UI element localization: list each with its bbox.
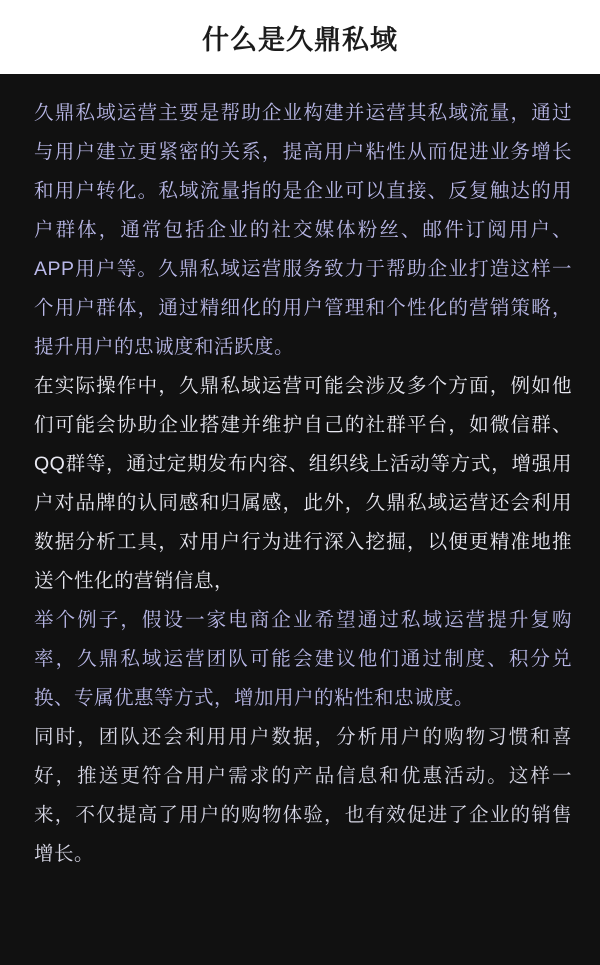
article-paragraph: 在实际操作中，久鼎私域运营可能会涉及多个方面，例如他们可能会协助企业搭建并维护自己的社群平台，如微信群、QQ群等，通过定期发布内容、组织线上活动等方式，增强用户对品牌的认同感和归属感，此外，久鼎私域运营还会利用数据分析工具，对用户行为进行深入挖掘，以便更精准地推送个性化的营销信息， [34,375,572,592]
title-bar [0,0,600,74]
page-title: 什么是久鼎私域 [202,24,398,55]
article-paragraph: 久鼎私域运营主要是帮助企业构建并运营其私域流量，通过与用户建立更紧密的关系，提高用户粘性从而促进业务增长和用户转化。私域流量指的是企业可以直接、反复触达的用户群体，通常包括企业的社交媒体粉丝、邮件订阅用户、APP用户等。久鼎私域运营服务致力于帮助企业打造这样一个用户群体，通过精细化的用户管理和个性化的营销策略，提升用户的忠诚度和活跃度。 [34,102,572,358]
article-body [0,74,600,965]
article-paragraph: 同时，团队还会利用用户数据，分析用户的购物习惯和喜好，推送更符合用户需求的产品信息和优惠活动。这样一来，不仅提高了用户的购物体验，也有效促进了企业的销售增长。 [34,726,572,865]
article-paragraph: 举个例子，假设一家电商企业希望通过私域运营提升复购率，久鼎私域运营团队可能会建议他们通过制度、积分兑换、专属优惠等方式，增加用户的粘性和忠诚度。 [34,609,572,709]
